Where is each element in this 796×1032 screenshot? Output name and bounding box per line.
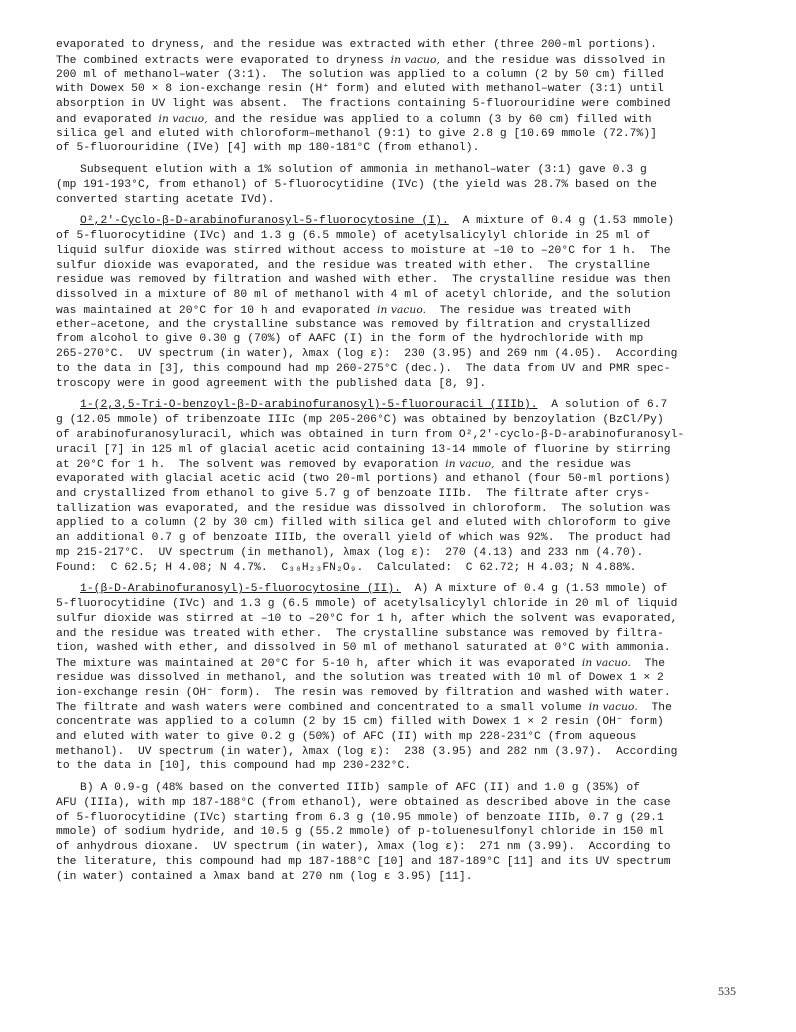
text-line: evaporated with glacial acetic acid (two 20-ml portions) and ethanol (four 50-ml portions) xyxy=(56,473,671,485)
text-line: Subsequent elution with a 1% solution of ammonia in methanol–water (3:1) gave 0.3 g xyxy=(80,164,647,176)
text-line: liquid sulfur dioxide was stirred without access to moisture at –10 to –20°C for 1 h. The xyxy=(56,244,671,257)
text-line: O²,2'-Cyclo-β-D-arabinofuranosyl-5-fluorocytosine (I). A mixture of 0.4 g (1.53 mmole) xyxy=(80,215,675,228)
text-line: and eluted with water to give 0.2 g (50%) of AFC (II) with mp 228-231°C (from aqueous xyxy=(56,730,637,743)
text-line: at 20°C for 1 h. The solvent was removed by evaporation in vacuo, and the residue was xyxy=(56,458,632,472)
text-line: 5-fluorocytidine (IVc) and 1.3 g (6.5 mmole) of acetylsalicylyl chloride in 20 ml of liquid xyxy=(56,598,678,610)
text-line: converted starting acetate IVd). xyxy=(56,193,275,206)
paragraph-1 xyxy=(56,38,768,156)
text-line: (in water) contained a λmax band at 270 nm (log ε 3.95) [11]. xyxy=(56,870,473,883)
text-line: g (12.05 mmole) of tribenzoate IIIc (mp 205-206°C) was obtained by benzoylation (BzCl/Py) xyxy=(56,414,664,426)
text-line: absorption in UV light was absent. The fractions containing 5-fluorouridine were combined xyxy=(56,98,671,110)
text-line: (mp 191-193°C, from ethanol) of 5-fluorocytidine (IVc) (the yield was 28.7% based on the xyxy=(56,178,657,191)
text-line: and the residue was treated with ether. The crystalline substance was removed by filtra- xyxy=(56,627,664,640)
text-line: sulfur dioxide was evaporated, and the residue was treated with ether. The crystalline xyxy=(56,259,651,272)
text-line: ether–acetone, and the crystalline substance was removed by filtration and crystallized xyxy=(56,318,651,331)
paragraph-3 xyxy=(56,214,768,391)
text-line: methanol). UV spectrum (in water), λmax (log ε): 238 (3.95) and 282 nm (3.97). According xyxy=(56,745,678,758)
text-line: and crystallized from ethanol to give 5.7 g of benzoate IIIb. The filtrate after crys- xyxy=(56,487,651,500)
text-line: of arabinofuranosyluracil, which was obtained in turn from O²,2'-cyclo-β-D-arabinofuranosyl- xyxy=(56,428,685,441)
text-line: residue was dissolved in methanol, and the solution was treated with 10 ml of Dowex 1 × 2 xyxy=(56,671,664,684)
text-line: to the data in [3], this compound had mp 260-275°C (dec.). The data from UV and PMR spec- xyxy=(56,362,671,375)
page-number: 535 xyxy=(718,984,736,998)
text-line: of anhydrous dioxane. UV spectrum (in water), λmax (log ε): 271 nm (3.99). According to xyxy=(56,841,671,853)
text-line: concentrate was applied to a column (2 by 15 cm) filled with Dowex 1 × 2 resin (OH⁻ form) xyxy=(56,716,664,728)
text-line: dissolved in a mixture of 80 ml of methanol with 4 ml of acetyl chloride, and the solution xyxy=(56,289,671,301)
text-line: The filtrate and wash waters were combined and concentrated to a small volume in vacuo. The xyxy=(56,701,672,715)
text-line: the literature, this compound had mp 187-188°C [10] and 187-189°C [11] and its UV spectrum xyxy=(56,855,671,868)
text-line: The combined extracts were evaporated to dryness in vacuo, and the residue was dissolved in xyxy=(56,53,666,67)
text-line: 1-(β-D-Arabinofuranosyl)-5-fluorocytosine (II). A) A mixture of 0.4 g (1.53 mmole) of xyxy=(80,583,668,596)
section-heading: 1-(β-D-Arabinofuranosyl)-5-fluorocytosine (II). xyxy=(80,583,401,596)
text-line: Found: C 62.5; H 4.08; N 4.7%. C₃₀H₂₃FN₂O₉. Calculated: C 62.72; H 4.03; N 4.88%. xyxy=(56,561,637,574)
text-line: residue was removed by filtration and washed with ether. The crystalline residue was then xyxy=(56,274,671,287)
text-line: tion, washed with ether, and dissolved in 50 ml of methanol saturated at 0°C with ammonia. xyxy=(56,642,671,655)
text-line: sulfur dioxide was stirred at –10 to –20°C for 1 h, after which the solvent was evaporated, xyxy=(56,612,678,625)
text-line: 200 ml of methanol–water (3:1). The solution was applied to a column (2 by 50 cm) filled xyxy=(56,68,664,81)
text-line: silica gel and eluted with chloroform–methanol (9:1) to give 2.8 g [10.69 mmole (72.7%)] xyxy=(56,127,657,140)
paragraph-2 xyxy=(56,163,768,207)
text-line: mp 215-217°C. UV spectrum (in methanol), λmax (log ε): 270 (4.13) and 233 nm (4.70). xyxy=(56,546,644,559)
text-line: The mixture was maintained at 20°C for 5-10 h, after which it was evaporated in vacuo. The xyxy=(56,657,666,670)
text-line: tallization was evaporated, and the residue was dissolved in chloroform. The solution was xyxy=(56,502,671,515)
text-line: to the data in [10], this compound had mp 230-232°C. xyxy=(56,760,412,773)
text-line: evaporated to dryness, and the residue was extracted with ether (three 200-ml portions). xyxy=(56,39,657,51)
text-line: of 5-fluorocytidine (IVc) starting from 6.3 g (10.95 mmole) of benzoate IIIb, 0.7 g (29.1 xyxy=(56,811,664,824)
text-line: troscopy were in good agreement with the published data [8, 9]. xyxy=(56,377,487,390)
text-line: of 5-fluorouridine (IVe) [4] with mp 180-181°C (from ethanol). xyxy=(56,142,480,155)
text-line: from alcohol to give 0.30 g (70%) of AAFC (I) in the form of the hydrochloride with mp xyxy=(56,333,644,346)
text-line: with Dowex 50 × 8 ion-exchange resin (H⁺ form) and eluted with methanol–water (3:1) until xyxy=(56,83,664,96)
text-line: applied to a column (2 by 30 cm) filled with silica gel and eluted with chloroform to give xyxy=(56,517,671,530)
paragraph-5 xyxy=(56,582,768,774)
text-line: 265-270°C. UV spectrum (in water), λmax (log ε): 230 (3.95) and 269 nm (4.05). According xyxy=(56,348,678,360)
text-line: 1-(2,3,5-Tri-O-benzoyl-β-D-arabinofuranosyl)-5-fluorouracil (IIIb). A solution of 6.7 xyxy=(80,399,668,412)
text-line: AFU (IIIa), with mp 187-188°C (from ethanol), were obtained as described above in the case xyxy=(56,796,671,809)
paragraph-6 xyxy=(56,781,768,884)
text-line: an additional 0.7 g of benzoate IIIb, the overall yield of which was 92%. The product had xyxy=(56,532,671,544)
text-line: was maintained at 20°C for 10 h and evaporated in vacuo. The residue was treated with xyxy=(56,303,631,317)
paragraph-4 xyxy=(56,398,768,575)
text-line: and evaporated in vacuo, and the residue was applied to a column (3 by 60 cm) filled with xyxy=(56,112,652,126)
text-line: of 5-fluorocytidine (IVc) and 1.3 g (6.5 mmole) of acetylsalicylyl chloride in 25 ml of xyxy=(56,230,651,242)
article-body xyxy=(56,38,768,884)
text-line: mmole) of sodium hydride, and 10.5 g (55.2 mmole) of p-toluenesulfonyl chloride in 150 ml xyxy=(56,826,664,839)
section-heading: O²,2'-Cyclo-β-D-arabinofuranosyl-5-fluorocytosine (I). xyxy=(80,215,449,228)
text-line: ion-exchange resin (OH⁻ form). The resin was removed by filtration and washed with water. xyxy=(56,686,671,699)
section-heading: 1-(2,3,5-Tri-O-benzoyl-β-D-arabinofuranosyl)-5-fluorouracil (IIIb). xyxy=(80,399,538,412)
text-line: B) A 0.9-g (48% based on the converted IIIb) sample of AFC (II) and 1.0 g (35%) of xyxy=(80,782,640,794)
text-line: uracil [7] in 125 ml of glacial acetic acid containing 13-14 mmole of fluorine by stirring xyxy=(56,443,671,456)
